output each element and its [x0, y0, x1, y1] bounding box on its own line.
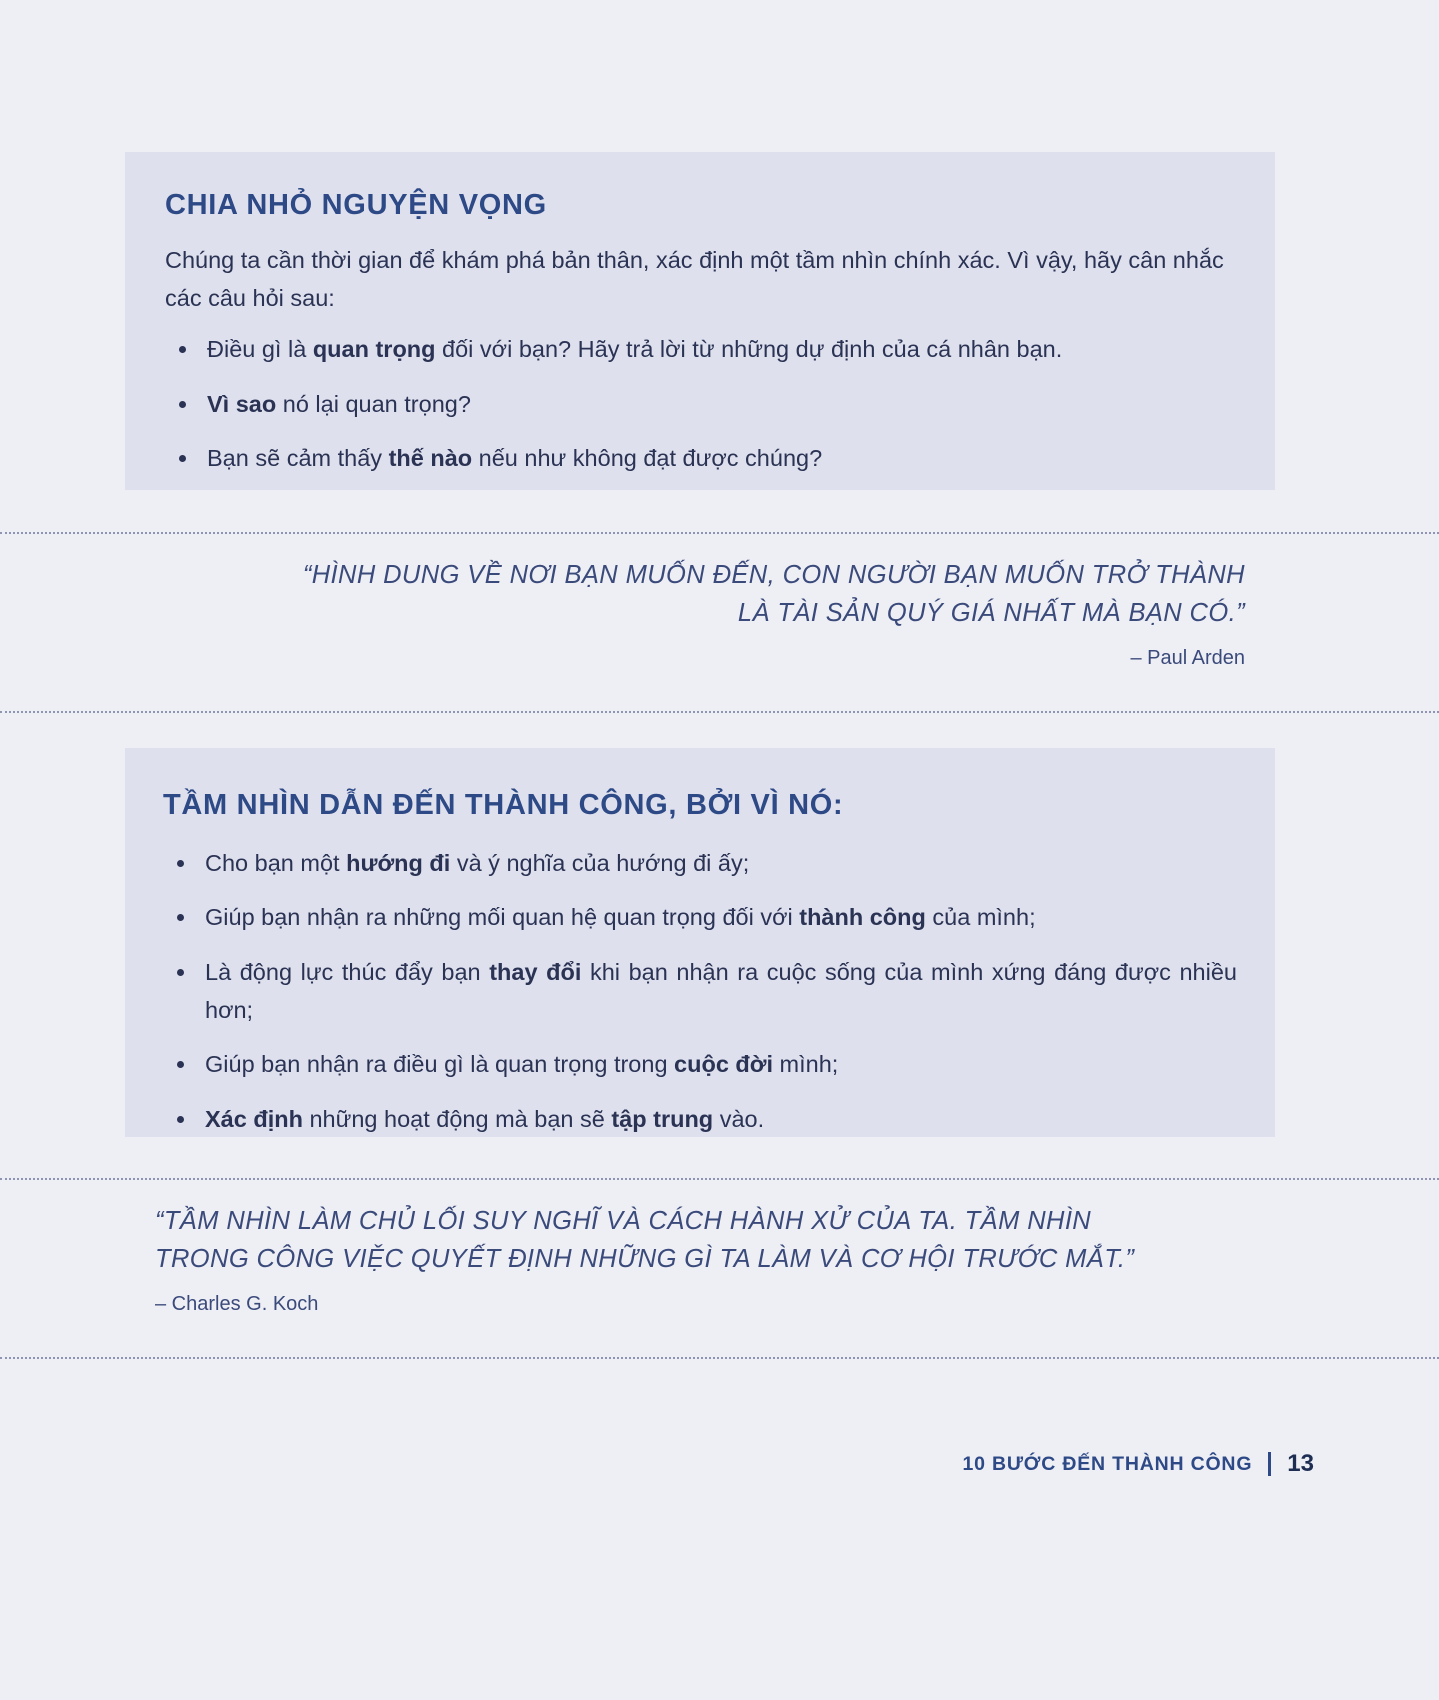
quote2-line1: “TẦM NHÌN LÀM CHỦ LỐI SUY NGHĨ VÀ CÁCH HÀNH XỬ CỦA TA. TẦM NHÌN: [155, 1207, 1092, 1235]
bullet-text-pre: Điều gì là: [207, 335, 313, 362]
bullet-text-bold: thành công: [799, 904, 926, 931]
bullet-text-bold: Xác định: [205, 1105, 303, 1132]
list-item: [165, 386, 1225, 424]
list-item: [163, 954, 1237, 1029]
divider-dotted-1: [0, 532, 1439, 534]
list-item: [163, 1101, 1237, 1139]
bullet-text-post: những hoạt động mà bạn sẽ: [302, 1105, 612, 1132]
bullet-text-post: khi bạn nhận ra cuộc sống của mình xứng đáng được nhiều hơn;: [205, 958, 1237, 1023]
quote-charles-g-koch: [155, 1202, 1265, 1316]
bullet-text-post: của mình;: [925, 904, 1036, 931]
section1-bullet-list: [165, 331, 1225, 478]
section1-paragraph: Chúng ta cần thời gian để khám phá bản thân, xác định một tầm nhìn chính xác. Vì vậy, hãy cân nhắc các câu hỏi sau:: [165, 246, 1224, 311]
list-item: [163, 899, 1237, 937]
bullet-text-bold-2: tập trung: [611, 1105, 714, 1132]
bullet-text-post: mình;: [773, 1051, 839, 1078]
bullet-text-pre: Là động lực thúc đẩy bạn: [205, 958, 490, 985]
bullet-text-pre: Bạn sẽ cảm thấy: [207, 445, 389, 472]
bullet-text-pre: Giúp bạn nhận ra điều gì là quan trọng trong: [205, 1051, 675, 1078]
bullet-text-bold: quan trọng: [312, 335, 436, 362]
panel-chia-nho-nguyen-vong: [125, 152, 1275, 490]
bullet-text-post: nếu như không đạt được chúng?: [472, 445, 823, 472]
list-item: [163, 845, 1237, 883]
footer-book-title: 10 BƯỚC ĐẾN THÀNH CÔNG: [962, 1452, 1253, 1475]
list-item: [165, 331, 1225, 369]
page-footer: [962, 1450, 1314, 1478]
quote2-attribution: – Charles G. Koch: [155, 1292, 319, 1315]
bullet-text-bold: Vì sao: [207, 390, 277, 417]
quote1-line2: LÀ TÀI SẢN QUÝ GIÁ NHẤT MÀ BẠN CÓ.”: [737, 599, 1245, 628]
list-item: [165, 440, 1225, 478]
section2-bullet-list: [163, 845, 1237, 1139]
bullet-text-post-2: vào.: [713, 1105, 765, 1132]
bullet-text-pre: Cho bạn một: [205, 849, 347, 876]
bullet-text-post: và ý nghĩa của hướng đi ấy;: [450, 849, 750, 876]
bullet-text-bold: hướng đi: [346, 849, 451, 876]
bullet-text-pre: Giúp bạn nhận ra những mối quan hệ quan trọng đối với: [205, 904, 800, 931]
bullet-text-bold: thế nào: [388, 445, 473, 472]
section2-title: TẦM NHÌN DẪN ĐẾN THÀNH CÔNG, BỞI VÌ NÓ:: [163, 789, 844, 821]
bullet-text-bold: thay đổi: [489, 958, 582, 985]
quote2-line2: TRONG CÔNG VIỆC QUYẾT ĐỊNH NHỮNG GÌ TA LÀM VÀ CƠ HỘI TRƯỚC MẮT.”: [155, 1245, 1135, 1274]
footer-page-number: 13: [1287, 1450, 1314, 1477]
bullet-text-post: nó lại quan trọng?: [276, 390, 471, 417]
divider-dotted-3: [0, 1178, 1439, 1180]
bullet-text-bold: cuộc đời: [674, 1051, 774, 1078]
quote-paul-arden: [200, 556, 1245, 670]
bullet-text-post: đối với bạn? Hãy trả lời từ những dự định của cá nhân bạn.: [435, 335, 1063, 362]
panel-tam-nhin-dan-den-thanh-cong: [125, 748, 1275, 1137]
divider-dotted-4: [0, 1357, 1439, 1359]
list-item: [163, 1046, 1237, 1084]
quote1-attribution: – Paul Arden: [1130, 646, 1245, 669]
quote1-line1: “HÌNH DUNG VỀ NƠI BẠN MUỐN ĐẾN, CON NGƯỜI BẠN MUỐN TRỞ THÀNH: [302, 561, 1245, 589]
section1-title: CHIA NHỎ NGUYỆN VỌNG: [165, 189, 547, 221]
divider-dotted-2: [0, 711, 1439, 713]
footer-divider: [1268, 1452, 1271, 1476]
